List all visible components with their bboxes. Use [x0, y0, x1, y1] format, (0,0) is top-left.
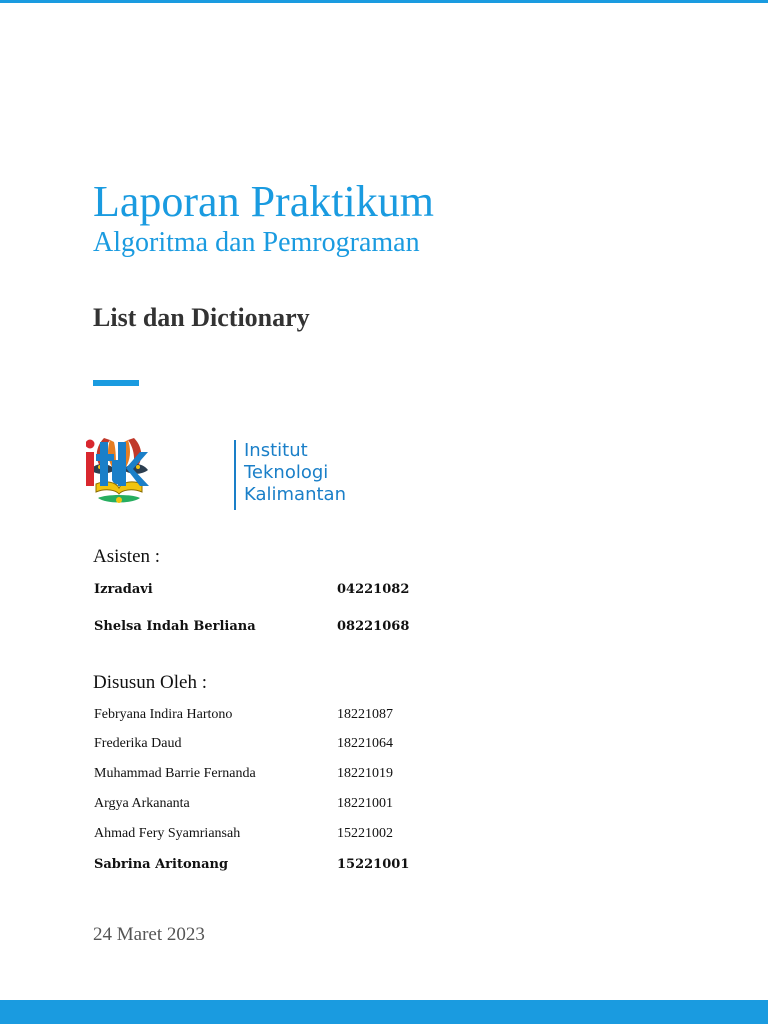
logo-divider	[234, 440, 236, 510]
author-row	[94, 796, 454, 816]
author-row	[94, 857, 454, 877]
institution-name	[244, 440, 346, 506]
report-title: Laporan Praktikum	[93, 177, 434, 226]
member-nim: 18221064	[337, 736, 393, 751]
bottom-accent-bar	[0, 1000, 768, 1024]
author-row	[94, 826, 454, 846]
member-name: Izradavi	[94, 582, 153, 597]
member-nim: 08221068	[337, 619, 410, 634]
member-name: Shelsa Indah Berliana	[94, 619, 256, 634]
member-name: Febryana Indira Hartono	[94, 707, 233, 722]
asisten-row	[94, 582, 454, 602]
member-nim: 15221002	[337, 826, 393, 841]
member-name: Frederika Daud	[94, 736, 182, 751]
member-nim: 04221082	[337, 582, 410, 597]
report-topic: List dan Dictionary	[93, 303, 310, 332]
institution-name-line1: Institut	[244, 440, 308, 461]
report-date: 24 Maret 2023	[93, 924, 205, 945]
member-nim: 18221001	[337, 796, 393, 811]
member-nim: 18221019	[337, 766, 393, 781]
member-name: Argya Arkananta	[94, 796, 190, 811]
member-nim: 15221001	[337, 857, 410, 872]
author-row	[94, 736, 454, 756]
member-name: Sabrina Aritonang	[94, 857, 229, 872]
institution-name-line3: Kalimantan	[244, 484, 346, 505]
accent-divider	[93, 380, 139, 386]
asisten-row	[94, 619, 454, 639]
disusun-heading: Disusun Oleh :	[93, 672, 207, 693]
asisten-heading: Asisten :	[93, 546, 161, 567]
itk-wordmark-icon	[86, 434, 152, 498]
institution-name-line2: Teknologi	[244, 462, 329, 483]
member-name: Muhammad Barrie Fernanda	[94, 766, 256, 781]
member-nim: 18221087	[337, 707, 393, 722]
itk-logo	[86, 434, 366, 514]
author-row	[94, 766, 454, 786]
top-accent-bar	[0, 0, 768, 3]
course-subtitle: Algoritma dan Pemrograman	[93, 227, 420, 258]
author-row	[94, 707, 454, 727]
member-name: Ahmad Fery Syamriansah	[94, 826, 241, 841]
